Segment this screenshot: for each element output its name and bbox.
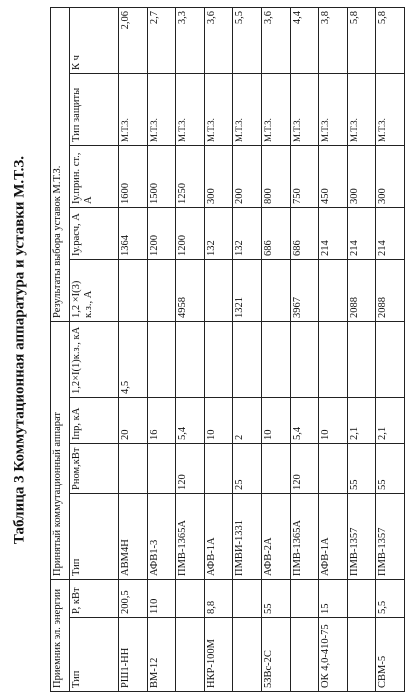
cell-nominal-power [147, 443, 176, 493]
cell-short-circuit-3: 3967 [290, 259, 319, 321]
cell-type: РШ1-НН [119, 618, 148, 692]
cell-type: НКР-100М [204, 618, 233, 692]
cell-apparatus: ПМВ-1365А [290, 493, 319, 579]
cell-setting-calc: 214 [376, 207, 405, 259]
cell-setting-accepted: 1500 [147, 145, 176, 207]
cell-sensitivity: 3,6 [261, 7, 290, 73]
cell-setting-calc: 686 [290, 207, 319, 259]
cell-setting-accepted: 200 [233, 145, 262, 207]
table-row [119, 7, 148, 691]
header-protection-type: Тип защиты [70, 73, 119, 145]
cell-setting-calc: 132 [233, 207, 262, 259]
cell-setting-accepted: 300 [376, 145, 405, 207]
table-row [319, 7, 348, 691]
table-caption: Таблица 3 Коммутационная аппаратура и уставки М.Т.З. [11, 155, 28, 545]
cell-power [290, 579, 319, 617]
header-short-circuit-3: 1,2 ×I(3) к.з., А [70, 259, 119, 321]
cell-setting-accepted: 750 [290, 145, 319, 207]
cell-setting-calc: 1364 [119, 207, 148, 259]
cell-apparatus: АВМ4Н [119, 493, 148, 579]
cell-protection: М.Т.З. [261, 73, 290, 145]
table-row [261, 7, 290, 691]
cell-nominal-power [319, 443, 348, 493]
cell-short-circuit-3 [147, 259, 176, 321]
cell-setting-calc: 1200 [147, 207, 176, 259]
cell-sensitivity: 5,5 [233, 7, 262, 73]
header-apparatus-type: Тип [70, 493, 119, 579]
cell-protection: М.Т.З. [319, 73, 348, 145]
cell-short-circuit-3 [261, 259, 290, 321]
cell-setting-calc: 214 [347, 207, 376, 259]
cell-setting-calc: 1200 [176, 207, 205, 259]
cell-nominal-power: 120 [176, 443, 205, 493]
cell-short-circuit-3 [119, 259, 148, 321]
table-row [147, 7, 176, 691]
table-row [233, 7, 262, 691]
cell-short-circuit-3: 2088 [347, 259, 376, 321]
cell-protection: М.Т.З. [119, 73, 148, 145]
cell-short-circuit-3: 2088 [376, 259, 405, 321]
cell-nominal-power [204, 443, 233, 493]
cell-sensitivity: 3,6 [204, 7, 233, 73]
cell-type: СВМ-5 [376, 618, 405, 692]
cell-protection: М.Т.З. [147, 73, 176, 145]
cell-type [233, 618, 262, 692]
cell-short-circuit-1 [290, 321, 319, 397]
cell-protection: М.Т.З. [347, 73, 376, 145]
cell-type: 5ЗВс-2С [261, 618, 290, 692]
table-row [347, 7, 376, 691]
cell-apparatus: ПМВИ-1331 [233, 493, 262, 579]
cell-limit-current: 2,1 [347, 397, 376, 443]
cell-short-circuit-1 [347, 321, 376, 397]
cell-limit-current: 10 [319, 397, 348, 443]
cell-power: 8,8 [204, 579, 233, 617]
cell-sensitivity: 4,4 [290, 7, 319, 73]
cell-sensitivity: 5,8 [347, 7, 376, 73]
header-sensitivity: К ч [70, 7, 119, 73]
cell-protection: М.Т.З. [376, 73, 405, 145]
header-group-row [51, 7, 70, 691]
header-receiver-group: Приемник эл. энергии [51, 579, 70, 691]
cell-short-circuit-1 [376, 321, 405, 397]
cell-short-circuit-1: 4,5 [119, 321, 148, 397]
cell-sensitivity: 5,8 [376, 7, 405, 73]
table-body [119, 7, 405, 691]
cell-limit-current: 20 [119, 397, 148, 443]
cell-short-circuit-3: 4958 [176, 259, 205, 321]
cell-setting-calc: 214 [319, 207, 348, 259]
cell-power: 55 [261, 579, 290, 617]
header-type: Тип [70, 618, 119, 692]
cell-power [347, 579, 376, 617]
cell-power: 200,5 [119, 579, 148, 617]
cell-short-circuit-1 [233, 321, 262, 397]
cell-apparatus: АФВ-1А [319, 493, 348, 579]
cell-short-circuit-3 [319, 259, 348, 321]
cell-sensitivity: 2,7 [147, 7, 176, 73]
header-limit-current: Iпр, кА [70, 397, 119, 443]
cell-short-circuit-1 [261, 321, 290, 397]
cell-apparatus: АФВ1-3 [147, 493, 176, 579]
rotated-table-wrapper [50, 8, 405, 692]
cell-setting-accepted: 300 [204, 145, 233, 207]
cell-limit-current: 10 [261, 397, 290, 443]
cell-power [233, 579, 262, 617]
cell-setting-accepted: 1600 [119, 145, 148, 207]
cell-power: 110 [147, 579, 176, 617]
cell-nominal-power: 55 [347, 443, 376, 493]
cell-apparatus: ПМВ-1357 [376, 493, 405, 579]
cell-apparatus: АФВ-1А [204, 493, 233, 579]
cell-type: ОК 4,0-410-75 [319, 618, 348, 692]
cell-setting-accepted: 450 [319, 145, 348, 207]
cell-short-circuit-3 [204, 259, 233, 321]
cell-sensitivity: 3,8 [319, 7, 348, 73]
cell-sensitivity: 2,06 [119, 7, 148, 73]
header-setting-calc: Iу.расч, А [70, 207, 119, 259]
cell-power: 15 [319, 579, 348, 617]
cell-short-circuit-3: 1321 [233, 259, 262, 321]
header-results-group: Результаты выбора уставок М.Т.З. [51, 7, 70, 321]
cell-type [290, 618, 319, 692]
cell-apparatus: АФВ-2А [261, 493, 290, 579]
header-apparatus-group: Принятый коммутационный аппарат [51, 321, 70, 579]
cell-nominal-power: 55 [376, 443, 405, 493]
header-setting-accepted: Iу.прин. ст., А [70, 145, 119, 207]
cell-nominal-power [261, 443, 290, 493]
table-row [204, 7, 233, 691]
cell-setting-calc: 686 [261, 207, 290, 259]
cell-limit-current: 2,1 [376, 397, 405, 443]
table-caption-area [0, 0, 40, 700]
cell-apparatus: ПМВ-1365А [176, 493, 205, 579]
table-row [176, 7, 205, 691]
cell-type: ВМ-12 [147, 618, 176, 692]
cell-apparatus: ПМВ-1357 [347, 493, 376, 579]
cell-short-circuit-1 [319, 321, 348, 397]
cell-setting-accepted: 300 [347, 145, 376, 207]
cell-short-circuit-1 [204, 321, 233, 397]
cell-protection: М.Т.З. [204, 73, 233, 145]
header-nominal-power: Pном,кВт [70, 443, 119, 493]
cell-short-circuit-1 [176, 321, 205, 397]
cell-sensitivity: 3,3 [176, 7, 205, 73]
cell-limit-current: 5,4 [176, 397, 205, 443]
settings-table [50, 7, 405, 692]
cell-nominal-power: 120 [290, 443, 319, 493]
cell-setting-calc: 132 [204, 207, 233, 259]
cell-limit-current: 2 [233, 397, 262, 443]
cell-setting-accepted: 800 [261, 145, 290, 207]
cell-power: 5,5 [376, 579, 405, 617]
cell-limit-current: 5,4 [290, 397, 319, 443]
cell-protection: М.Т.З. [233, 73, 262, 145]
cell-power [176, 579, 205, 617]
cell-limit-current: 10 [204, 397, 233, 443]
cell-nominal-power: 25 [233, 443, 262, 493]
cell-type [176, 618, 205, 692]
cell-protection: М.Т.З. [290, 73, 319, 145]
cell-nominal-power [119, 443, 148, 493]
table-row [290, 7, 319, 691]
cell-protection: М.Т.З. [176, 73, 205, 145]
cell-type [347, 618, 376, 692]
header-column-row [70, 7, 119, 691]
cell-short-circuit-1 [147, 321, 176, 397]
header-short-circuit-1: 1,2×I(1)к.з., кА [70, 321, 119, 397]
cell-setting-accepted: 1250 [176, 145, 205, 207]
table-row [376, 7, 405, 691]
header-power: P, кВт [70, 579, 119, 617]
cell-limit-current: 16 [147, 397, 176, 443]
